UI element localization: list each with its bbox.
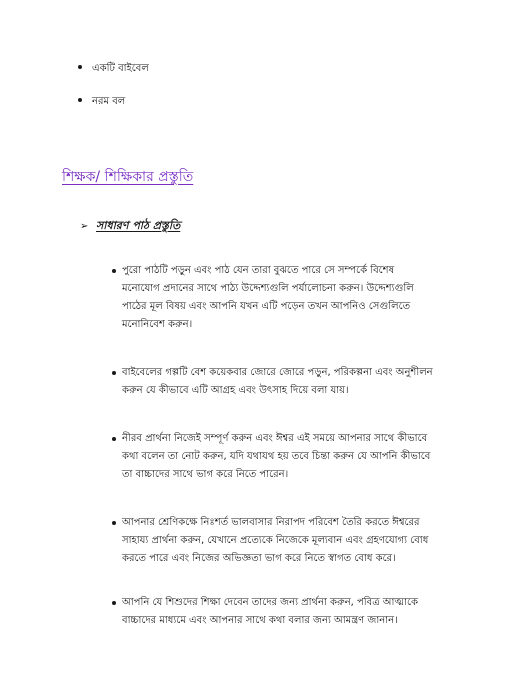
bullet-icon — [78, 98, 82, 102]
paragraph-line: আপনার শ্রেণিকক্ষে নিঃশর্ত ভালবাসার নিরাপদ পরিবেশ তৈরি করতে ঈশ্বরের — [122, 517, 420, 528]
preparation-paragraph — [122, 594, 462, 630]
paragraph-line: পুরো পাঠটি পড়ুন এবং পাঠ যেন তারা বুঝতে পারে সে সম্পর্কে বিশেষ — [122, 265, 395, 276]
paragraph-line: বাইবেলের গল্পটি বেশ কয়েকবার জোরে জোরে পড়ুন, পরিকল্পনা এবং অনুশীলন — [122, 367, 433, 378]
paragraph-line: পাঠের মূল বিষয় এবং আপনি যখন এটি পড়েন তখন আপনিও সেগুলিতে — [122, 301, 411, 312]
bullet-icon — [112, 371, 116, 375]
bullet-icon — [112, 437, 116, 441]
bullet-icon — [78, 65, 82, 69]
paragraph-line: মনোযোগ প্রদানের সাথে পাঠ্য উদ্দেশ্যগুলি পর্যালোচনা করুন। উদ্দেশ্যগুলি — [122, 283, 414, 294]
arrow-bullet-icon: ➢ — [80, 221, 89, 232]
paragraph-line: করুন যে কীভাবে এটি আগ্রহ এবং উৎসাহ দিয়ে বলা যায়। — [122, 385, 349, 396]
paragraph-line: নীরব প্রার্থনা নিজেই সম্পূর্ণ করুন এবং ঈশ্বর এই সময়ে আপনার সাথে কীভাবে — [122, 433, 428, 444]
materials-list-item — [78, 62, 149, 76]
paragraph-line: মনোনিবেশ করুন। — [122, 319, 193, 330]
paragraph-line: তা বাচ্চাদের সাথে ভাগ করে নিতে পারেন। — [122, 469, 289, 480]
section-heading: শিক্ষক/ শিক্ষিকার প্রস্তুতি — [62, 169, 194, 185]
materials-item-text: একটি বাইবেল — [92, 63, 149, 74]
materials-item-text: নরম বল — [92, 96, 126, 107]
preparation-paragraph — [122, 262, 462, 334]
preparation-paragraph — [122, 430, 462, 484]
paragraph-line: কথা বলেন তা নোট করুন, যদি যথাযথ হয় তবে চিন্তা করুন যে আপনি কীভাবে — [122, 451, 431, 462]
materials-list-item — [78, 95, 125, 109]
bullet-icon — [112, 521, 116, 525]
paragraph-line: আপনি যে শিশুদের শিক্ষা দেবেন তাদের জন্য প্রার্থনা করুন, পবিত্র আত্মাকে — [122, 597, 418, 608]
preparation-paragraph — [122, 514, 462, 568]
subsection-heading-text: সাধারণ পাঠ প্রস্তুতি — [96, 219, 181, 232]
paragraph-line: সাহায্য প্রার্থনা করুন, যেখানে প্রত্যেকে নিজেকে মূল্যবান এবং গ্রহণযোগ্য বোধ — [122, 535, 429, 546]
subsection-heading — [80, 218, 180, 235]
paragraph-line: বাচ্চাদের মাধ্যমে এবং আপনার সাথে কথা বলার জন্য আমন্ত্রণ জানান। — [122, 615, 398, 626]
bullet-icon — [112, 269, 116, 273]
preparation-paragraph — [122, 364, 462, 400]
bullet-icon — [112, 601, 116, 605]
paragraph-line: করতে পারে এবং নিজের অভিজ্ঞতা ভাগ করে নিতে স্বাগত বোধ করে। — [122, 553, 396, 564]
